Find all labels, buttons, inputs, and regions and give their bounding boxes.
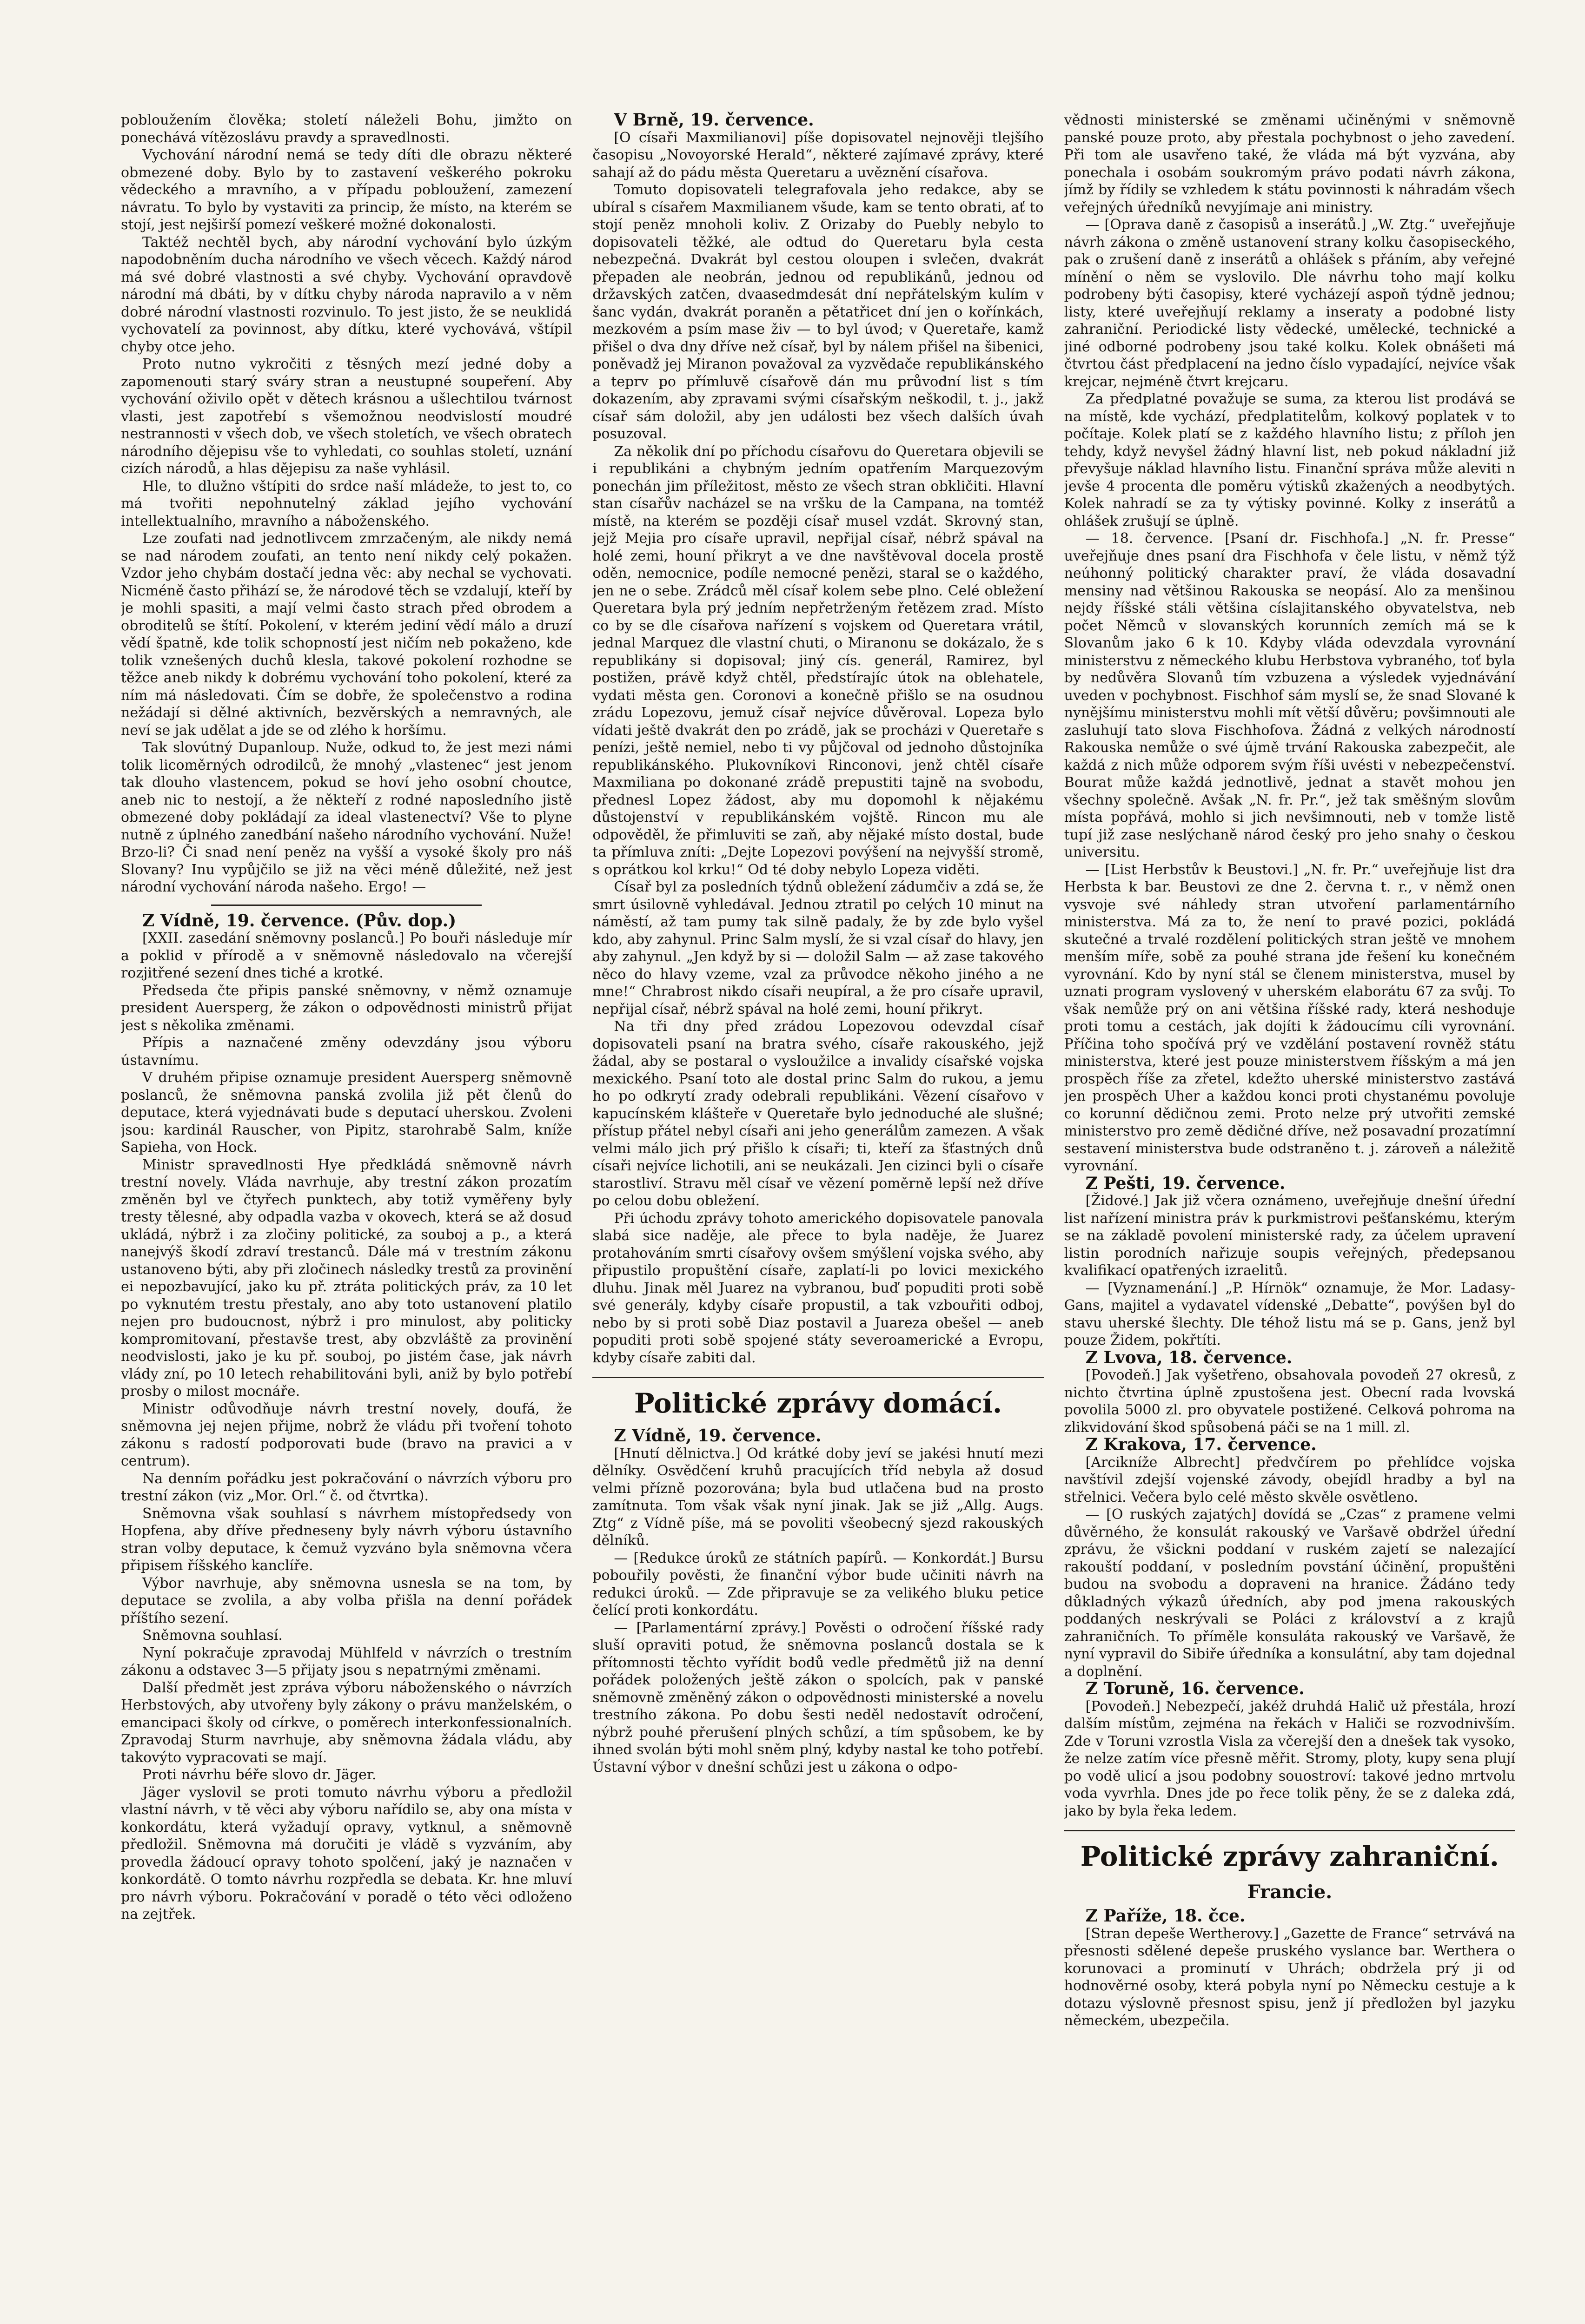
- column-2: [592, 112, 1043, 2324]
- divider: [211, 905, 482, 906]
- column-3: [1064, 112, 1515, 2324]
- article-paragraph: Při úchodu zprávy tohoto amerického dopisovatele panovala slabá sice naděje, ale přece to byla naděje, že Juarez protahováním smrti císařovy ovšem smýšlení vojska svého, aby připustilo propuštění císaře, zaplatí-li po lovici mexického dluhu. Jinak měl Juarez na vybranou, buď popuditi proti sobě své generály, kdyby císaře propustil, a tak vzbouřiti odboj, nebo by si proti sobě Diaz postavil a Juareza obešel — aneb popuditi proti sobě spojené státy severoamerické a Evropu, kdyby císaře zabiti dal.: [592, 1210, 1044, 1366]
- dateline-heading: Z Krakova, 17. července.: [1085, 1435, 1317, 1454]
- article-paragraph: Proti návrhu béře slovo dr. Jäger.: [142, 1767, 377, 1783]
- article-paragraph: vědnosti ministerské se změnami učiněnými v sněmovně panské pouze proto, aby přestala pochybnost o jeho zavedení. Při tom ale usavřeno také, že vláda má být vyzvána, aby ponechala i osobám soukromým právo podati návrh zákona, jímž by řídily se vzhledem k státu povinnosti k náhradám všech veřejných úředníků nevyjímaje ani ministry.: [1064, 112, 1515, 216]
- dateline-heading: Z Lvova, 18. července.: [1085, 1347, 1293, 1367]
- dateline-heading: Z Vídně, 19. července.: [614, 1426, 822, 1446]
- article-paragraph: [Židové.] Jak již včera oznámeno, uveřejňuje dnešní úřední list nařízení ministra práv k purkmistrovi pešťanskému, kterým se na základě povolení ministerské rady, za účelem upravení listin porodních nařizuje soupis veřejných, předepsanou kvalifikací opatřených izraelitů.: [1064, 1193, 1515, 1279]
- dateline-heading: V Brně, 19. července.: [614, 112, 814, 130]
- article-paragraph: Na tři dny před zrádou Lopezovou odevzdal císař dopisovateli psaní na bratra svého, císaře rakouského, jejž žádal, aby se postaral o vysloužilce a invalidy císařské vojska mexického. Psaní toto ale dostal princ Salm do rukou, a jemu ho po odkrytí zrady odebrali republikáni. Vězení císařovo v kapucínském klášteře v Queretaře bylo jednoduché ale slušné; přístup přátel nebyl císaři ani jeho generálům zamezen. A však velmi málo jich prý přišlo k císaři; ti, kteří za šťastných dnů císaři nejvíce lichotili, ani se neukázali. Jen cizinci byli o císaře starostliví. Stravu měl císař ve vězení poměrně lepší než dříve po celou dobu obležení.: [592, 1018, 1044, 1209]
- country-heading: Francie.: [1247, 1881, 1333, 1903]
- article-paragraph: — [Parlamentární zprávy.] Pověsti o odročení říšské rady sluší opraviti potud, že sněmovna poslanců dostala se k přítomnosti těchto vyřídit bodů vedle předmětů již na denní pořádek položených ještě zákon o spolcích, pak v panské sněmovně změněný zákon o odpovědnosti ministerské a novelu trestního zákona. Po dobu šesti neděl nedostavít odročení, nýbrž pouhé přerušení plných schůzí, a tím spůsobem, ke by ihned svolán býti mohl sněm plný, kdyby nastal ke toho potřebí. Ústavní výbor v dnešní schůzi jest u zákona o odpo-: [592, 1619, 1044, 1776]
- article-paragraph: Vychování národní nemá se tedy díti dle obrazu některé obmezené doby. Bylo by to zastavení veškerého pokroku vědeckého a mravního, a v případu pobloužení, zamezení návratu. To bylo by vystaviti za princip, že místo, na kterém se stojí, jest nejširší pomezí veškeré možné dokonalosti.: [121, 147, 572, 233]
- dateline-heading: Z Paříže, 18. čce.: [1085, 1906, 1246, 1926]
- article-paragraph: Jäger vyslovil se proti tomuto návrhu výboru a předložil vlastní návrh, v tě věci aby výboru nařídilo se, aby ona místa v konkordátu, která vyžadují opravy, vytknul, a sněmovně předložil. Sněmovna má doručiti je vládě s vyzváním, aby provedla žádoucí opravy tohoto spolčení, jaký je naznačen v konkordátě. O tomto návrhu rozpředla se debata. Kr. hne mluví pro návrh výboru. Pokračování v poradě o této věci odloženo na zejtřek.: [121, 1784, 572, 1922]
- article-paragraph: [Arcikníže Albrecht] předvčírem po přehlídce vojska navštívil zdejší vojenské závody, obejídl hradby a byl na střelnici. Večera bylo celé město skvěle osvětleno.: [1064, 1454, 1515, 1505]
- article-paragraph: — [List Herbstův k Beustovi.] „N. fr. Pr.“ uveřejňuje list dra Herbsta k bar. Beustovi ze dne 2. června t. r., v němž onen vysvoje své náhledy stran utvoření parlamentárního ministerstva. Má za to, že není to pravé pozici, pokládá skutečné a trvalé rozdělení politických stran ještě ve mnohem menším míře, sobě za pouhé strana jde řešení ku konečném vyrovnání. Kdo by nyní stál se členem ministerstva, musel by uznati program vyslovený v uherském elaborátu 67 za svůj. To však nemůže prý on ani většina říšské rady, která neshoduje proti tomu a cestách, jak dojíti k žádoucímu cíli vyrovnání. Příčina toho spočívá prý ve vzdělání postavení rovněž státu ministerstva, které jest pouze ministerstvem říšským a má jen prospěch říše za zřetel, kdežto uherské ministerstvo zastává jen prospěch Uher a každou konci proti chystanému povoluje co korunní dědičnou zemi. Proto nelze prý utvořiti zemské ministerstvo pro země dědičné dříve, než posavadní prozatímní sestavení ministerstva bude odstraněno t. j. zároveň a náležitě vyrovnání.: [1064, 861, 1515, 1174]
- article-paragraph: [Povodeň.] Jak vyšetřeno, obsahovala povodeň 27 okresů, z nichto čtvrtina úplně zpustošena jest. Obecní rada lvovská povolila 5000 zl. pro obyvatele postižené. Celková pohroma na zlikvidování škod spůsobená páči se na 1 mill. zl.: [1064, 1367, 1515, 1436]
- article-paragraph: [Stran depeše Wertherovy.] „Gazette de France“ setrvává na přesnosti sdělené depeše pruského vyslance bar. Werthera o korunovaci a prominutí v Uhrách; obdržela prý ji od hodnověrné osoby, která pobyla nyní po Německu cestuje a k dotazu výslovně přesnost spisu, jenž jí předložen byl jazyku německém, ubezpečila.: [1064, 1925, 1515, 2029]
- article-paragraph: [XXII. zasedání sněmovny poslanců.] Po bouři následuje mír a poklid v přírodě a v sněmovně následovalo na včerejší rozjitřené sezení dnes tiché a krotké.: [121, 930, 572, 981]
- article-paragraph: Lze zoufati nad jednotlivcem zmrzačeným, ale nikdy nemá se nad národem zoufati, an tento není nikdy celý pokažen. Vzdor jeho chybám dostačí jedna věc: aby nechal se vychovati. Nicméně často přihází se, že národové těch se vzdalují, kteří by je mohli spasiti, a mají velmi často strach před obrodem a obroditelů se štítí. Pokolení, v kterém jediní vědí málo a druzí vědí špatně, kde tolik schopností jest ničím neb pokaženo, kde tolik vznešených duchů klesla, takové pokolení rozhodne se těžce aneb nikdy k dobrému vychování toho pokolení, které za ním má následovati. Čím se dobře, že společenstvo a rodina nežádají si dělné aktivních, bezvěrských a nemravných, ale neví se jak udělat a jde se od zlého k horšímu.: [121, 530, 572, 739]
- dateline-heading: Z Pešti, 19. července.: [1085, 1173, 1286, 1193]
- column-1: [121, 112, 572, 2324]
- article-paragraph: Na denním pořádku jest pokračování o návrzích výboru pro trestní zákon (viz „Mor. Orl.“ č. od čtvrtka).: [121, 1470, 572, 1504]
- article-paragraph: Další předmět jest zpráva výboru náboženského o návrzích Herbstových, aby utvořeny byly zákony o právu manželském, o emancipaci školy od církve, o poměrech interkonfessionalních. Zpravodaj Sturm navrhuje, aby sněmovna žádala vládu, aby takovýto vypracovati se mají.: [121, 1679, 572, 1766]
- article-paragraph: Předseda čte připis panské sněmovny, v němž oznamuje president Auersperg, že zákon o odpovědnosti ministrů přijat jest s několika změnami.: [121, 982, 572, 1034]
- article-paragraph: Taktéž nechtěl bych, aby národní vychování bylo úzkým napodobněním ducha národního ve všech věcech. Každý národ má své dobré vlastnosti a své chyby. Vychování opravdově národní má dbáti, by v dítku chyby národa napravilo a v něm dobré národní vlastnosti rozvinulo. To jest jisto, že se neuklidá vychovatelí za povinnost, aby dítku, které vychovává, vštípil chyby otce jeho.: [121, 234, 572, 355]
- article-paragraph: — [Oprava daně z časopisů a inserátů.] „W. Ztg.“ uveřejňuje návrh zákona o změně ustanovení strany kolku časopiseckého, pak o zrušení daně z inserátů a ohlášek s přáním, aby veřejné mínění o něm se vyslovilo. Dle návrhu toho mají kolku podrobeny býti časopisy, které vycházejí aspoň týdně jednou; listy, které uveřejňují reklamy a inseraty a podobné listy zahraniční. Periodické listy vědecké, umělecké, technické a jiné odborné podrobeny jsou také kolku. Kolek obnášeti má čtvrtou část předplacení na jedno číslo vypadající, nejvíce však krejcar, nejméně čtvrt krejcaru.: [1064, 217, 1515, 390]
- article-paragraph: Proto nutno vykročiti z těsných mezí jedné doby a zapomenouti starý sváry stran a neustupné soupeření. Aby vychování oživilo opět v dětech krásnou a ušlechtilou tvárnost vlasti, jest zapotřebí s všemožnou neodvislostí moudré nestrannosti v všech dob, ve všech stoletích, ve všech obratech národního dějepisu vše to vyhledati, co souhlas století, uznání cizích národů, a hlas dějepisu za naše vyhlásil.: [121, 356, 572, 477]
- article-paragraph: Tomuto dopisovateli telegrafovala jeho redakce, aby se ubíral s císařem Maxmilianem všude, kam se tento obrati, ať to stojí peněz mnoholi koliv. Z Orizaby do Puebly nebylo to dopisovateli těžké, ale odtud do Queretaru byla cesta nebezpečná. Dvakrát byl cestou oloupen i svlečen, dvakrát přepaden ale neobrán, jednou od republikánů, jednou od državských zatčen, dvaasedmdesát dní nepřátelským kulím v šanc vydán, dvakrát poraněn a pětatřicet dní jen o kořínkách, mezkovém a psím mase živ — to byl úvod; v Queretaře, kamž přišel o dva dny dříve než císař, byl by nálem přišel na šibenici, poněvadž jej Miranon považoval za vyzvědače republikánského a teprv po přímluvě císařově dán mu průvodní list s tím dokazením, aby zpravami svými císařským neškodil, t. j., jakž císař sám doložil, aby jen události bez všech dalších úvah posuzoval.: [592, 182, 1044, 442]
- article-paragraph: [Hnutí dělnictva.] Od krátké doby jeví se jakési hnutí mezi dělníky. Osvědčení kruhů pracujících tříd nebyla až dosud velmi přízně pozorována; byla bud utlačena bud na prosto zamítnuta. Tom však však nyní jinak. Jak se již „Allg. Augs. Ztg“ z Vídně píše, má se povoliti všeobecný sjezd rakouských dělníků.: [592, 1445, 1044, 1549]
- article-paragraph: V druhém připise oznamuje president Auersperg sněmovně poslanců, že sněmovna panská zvolila již pět členů do deputace, která vyjednávati bude s deputací uherskou. Zvoleni jsou: kardinál Rauscher, von Pipitz, starohrabě Salm, kníže Sapieha, von Hock.: [121, 1070, 572, 1155]
- article-paragraph: [Povodeň.] Nebezpečí, jakéž druhdá Halič už přestála, hrozí dalším místům, zejména na řekách v Haliči se rozvodnivším. Zde v Toruni vzrostla Visla za včerejší den a dnešek tak vysoko, že nelze zatím více přesně měřit. Stromy, ploty, kupy sena plují po vodě ulicí a jsou podobny souostroví: takové jedno mrtvolu voda vyvrhla. Dnes jde po řece tolik pěny, že se z daleka zdá, jako by byla řeka ledem.: [1064, 1698, 1515, 1819]
- article-paragraph: Ministr odůvodňuje návrh trestní novely, doufá, že sněmovna jej nejen přijme, nobrž že vládu při tvoření tohoto zákonu s radostí podporovati bude (bravo na pravici a v centrum).: [121, 1400, 572, 1469]
- article-paragraph: — 18. července. [Psaní dr. Fischhofa.] „N. fr. Presse“ uveřejňuje dnes psaní dra Fischhofa v čele listu, v němž týž neúhonný politický charakter praví, že vláda dosavadní mensiny nad většinou Rakouska se neopásí. Alo za menšinou nejdy říšské stáli většina císlajitanského obyvatelstva, neb počet Němců v slovanských korunních zemích má se k Slovanům jako 6 k 10. Kdyby vláda odevzdala vyrovnání ministerstvu z německého klubu Herbstova vybraného, toť byla by nedůvěra Slovanů tím vzbuzena a výsledek vyjednávání uveden v pochybnost. Fischhof sám myslí se, že snad Slované k nynějšímu ministerstvu mohli mít větší důvěru; povšimnouti ale zasluhují tato slova Fischhofova. Žádná z velkých národností Rakouska nemůže o své újmě trvání Rakouska zabezpečit, ale každá z nich může odporem svým říši uvésti v nebezpečenství. Bourat může každá jednotlivě, jednat a stavět mohou jen všechny společně. Avšak „N. fr. Pr.“, jež tak směšným slovům místa popřává, mohlo si jich nevšimnouti, neb v tomže listě tupí již zase neslýchaně národ český pro jeho snahy o českou universitu.: [1064, 530, 1515, 860]
- section-heading-domestic: Politické zprávy domácí.: [592, 1377, 1043, 1422]
- article-paragraph: Ministr spravedlnosti Hye předkládá sněmovně návrh trestní novely. Vláda navrhuje, aby trestní zákon prozatím změněn byl ve čtyřech punktech, aby totiž vyměřeny byly tresty tělesné, aby odpadla vazba v okovech, která se až dosud ukládá, nýbrž i za zločiny politické, za souboj a p., a která nanejvýš škodí zdraví trestanců. Dále má v trestním zákonu ustanoveno býti, aby při zločinech následky trestů za provinění ei nepozbavující, jako ku př. ztráta politických práv, za 10 let po vyknutém trestu přestaly, ano aby toto ustanovení platilo nejen pro budoucnost, nýbrž i pro minulost, aby politicky kompromitovaní, přestavše trest, aby obzvláště za provinění neodvislosti, jako je ku př. souboj, po jistém čase, jak návrh vlády zní, po 10 letech rehabilitováni byli, aniž by bylo potřebí prosby o milost mocnáře.: [121, 1156, 572, 1400]
- article-paragraph: Výbor navrhuje, aby sněmovna usnesla se na tom, by deputace se zvolila, a aby volba přišla na denní pořádek příštího sezení.: [121, 1575, 572, 1626]
- section-heading-foreign: Politické zprávy zahraniční.: [1064, 1830, 1515, 1875]
- article-paragraph: Sněmovna však souhlasí s návrhem místopředsedy von Hopfena, aby dříve předneseny byly návrh výboru ústavního stran volby deputace, k čemuž vyzváno byla sněmovna včera připisem říšského kanclíře.: [121, 1505, 572, 1574]
- article-paragraph: — [Vyznamenání.] „P. Hírnök“ oznamuje, že Mor. Ladasy-Gans, majitel a vydavatel vídenské „Debatte“, povýšen byl do stavu uherské šlechty. Dle téhož listu má se p. Gans, jenž byl pouze Židem, pokřtíti.: [1064, 1280, 1515, 1348]
- article-paragraph: Nyní pokračuje zpravodaj Mühlfeld v návrzích o trestním zákonu a odstavec 3—5 přijaty jsou s nepatrnými změnami.: [121, 1644, 572, 1678]
- article-paragraph: [O císaři Maxmilianovi] píše dopisovatel nejnověji tlejšího časopisu „Novoyorské Herald“, některé zajímavé zprávy, které sahají až do pádu města Queretaru a uvěznění císařova.: [592, 129, 1044, 181]
- article-paragraph: Sněmovna souhlasí.: [142, 1627, 283, 1644]
- article-paragraph: Za předplatné považuje se suma, za kterou list prodává se na místě, kde vychází, předplatitelům, kolkový poplatek v to počítaje. Kolek platí se z každého hlavního listu; z příloh jen tehdy, když nevyšel žádný hlavní list, neb pokud nákladní již převyšuje náklad hlavního listu. Finanční správa může aleviti n jevše 4 procenta dle poměru výtisků zkažených a neodbytých. Kolek nahradí se za ty výtisky povinné. Kolky z inserátů a ohlášek zrušují se úplně.: [1064, 391, 1515, 529]
- article-paragraph: pobloužením člověka; století náleželi Bohu, jimžto on ponechává vítězoslávu pravdy a spravedlnosti.: [121, 112, 572, 146]
- article-paragraph: Císař byl za posledních týdnů obležení zádumčiv a zdá se, že smrt úsilovně vyhledával. Jednou ztratil po celých 10 minut na náměstí, až tam pumy tak silně padaly, že by zde bylo vyšel kdo, aby zahynul. Princ Salm myslí, že si vzal císař do hlavy, jen aby zahynul. „Jen když by si — doložil Salm — až zase takového něco do hlavy vzeme, vzal za průvodce někoho jiného a ne mne!“ Chrabrost nikdo císaři neupíral, a že pro císaře upravil, nepřijal císař, nébrž spával na holé zemi, houní přikryt.: [592, 879, 1044, 1017]
- article-paragraph: Za několik dní po příchodu císařovu do Queretara objevili se i republikáni a chybným jedním opatřením Marquezovým ponechán jim příležitost, město ze všech stran obkličiti. Hlavní stan císařův nacházel se na vršku de la Campana, na tomtéž místě, na kterém se později císař musel vzdát. Skrovný stan, jejž Mejia pro císaře upravil, nepřijal císař, nébrž spával na holé zemi, houní přikryt a ve dne navštěvoval docela prostě oděn, nemocnice, podíle nemocné penězi, staral se o každého, jen ne o sebe. Zrádců měl císař kolem sebe plno. Celé obležení Queretara byla prý jedním nepřetrženým řetězem zrad. Místo co by se dle císařova nařízení s vojskem od Queretara vrátil, jednal Marquez dle vlastní chuti, o Miranonu se dokázalo, že s republikány si dopisoval; jiný cís. generál, Ramirez, byl postižen, právě když chtěl, předstírajíc útok na oblehatele, vydati města gen. Coronovi a konečně přišlo se na osudnou zrádu Lopezovu, jemuž císař nejvíce důvěroval. Lopeza bylo vídati ještě dvakrát den po zrádě, jak se procházi v Queretaře s penízi, ještě nemiel, nebo ti vy půjčoval od jednoho důstojníka republikánského. Plukovníkovi Rinconovi, jenž chtěl císaře Maxmiliana po dokonané zrádě prepustiti tajně na svobodu, přednesl Lopez žádost, aby mu dopomohl k nějakému důstojenství v republikánském vojště. Rincon mu ale odpověděl, že přimluviti se zaň, aby nějaké místo dostal, bude ta přímluva zníti: „Dejte Lopezovi povýšení na nejvyšší stromě, s oprátkou kol krku!“ Od té doby nebylo Lopeza viděti.: [592, 443, 1044, 878]
- article-paragraph: — [Redukce úroků ze státních papírů. — Konkordát.] Bursu pobouřily pověsti, že finanční výbor bude učiniti návrh na redukci úroků. — Zde připravuje se za velikého bluku petice čelící proti konkordátu.: [592, 1550, 1044, 1618]
- article-paragraph: Přípis a naznačené změny odevzdány jsou výboru ústavnímu.: [121, 1035, 572, 1069]
- article-paragraph: Tak slovútný Dupanloup. Nuže, odkud to, že jest mezi námi tolik licoměrných odrodilců, že mnohý „vlastenec“ jest jenom tak dlouho vlastencem, pokud se hoví jeho osobní choutce, aneb nic to nestojí, a že někteří z rodné naposledního jistě obmezené doby pokládají za ideal vlastenectví? Vše to plyne nutně z úplného zanedbání našeho národního vychování. Nuže! Brzo-li? Či snad není peněz na vyšší a vysoké školy pro náš Slovany? Inu vypůjčilo se již na věci méně důležité, než jest národní vychování národa našeho. Ergo! —: [121, 739, 572, 895]
- article-paragraph: — [O ruských zajatých] dovídá se „Czas“ z pramene velmi důvěrného, že konsulát rakouský ve Varšavě obdržel úřední zprávu, že všickni poddaní v ruském zajetí se nalezající rakouští poddaní, v posledním povstání účinění, propuštěni budou na svobodu a dopraveni na hranice. Žádáno tedy důkladných výkazů úředních, aby pod jmena rakouských poddaných neskrývali se Poláci z království a z krajů zahraničních. To příměle konsuláta rakouský ve Varšavě, že nyní vypravil do Sibiře úředníka a konsulátní, aby tam dojednal a doplnění.: [1064, 1506, 1515, 1680]
- article-paragraph: Hle, to dlužno vštípiti do srdce naší mládeže, to jest to, co má tvořiti nepohnutelný základ jejího vychování intellektualního, mravního a náboženského.: [121, 478, 572, 529]
- dateline-heading: Z Toruně, 16. července.: [1085, 1679, 1305, 1698]
- dateline-heading: Z Vídně, 19. července. (Pův. dop.): [142, 911, 457, 931]
